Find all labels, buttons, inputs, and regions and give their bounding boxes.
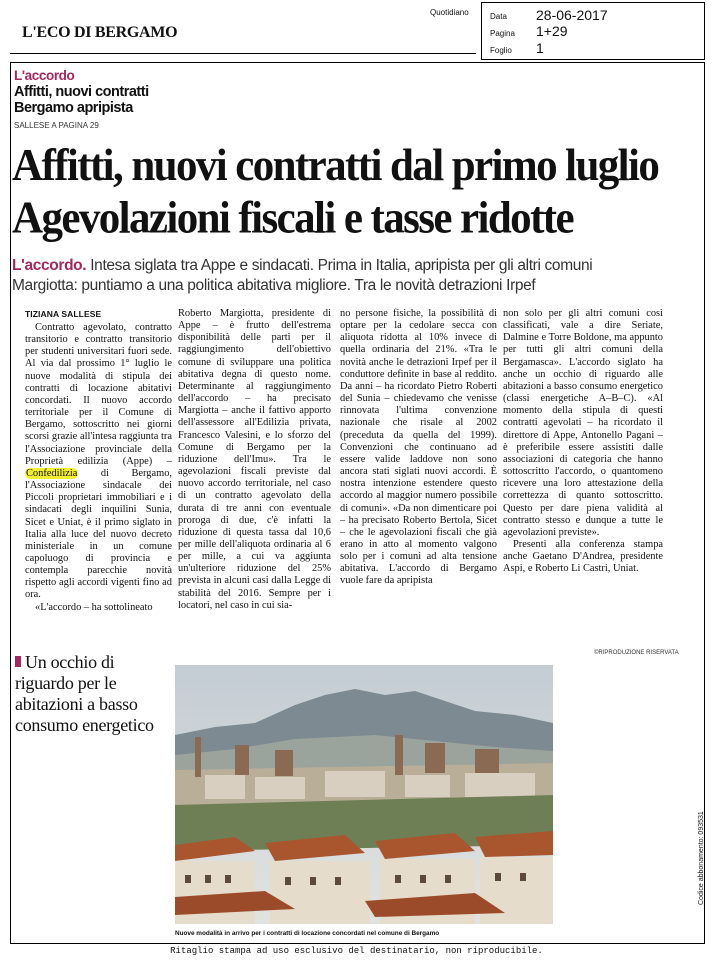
deck [12, 256, 702, 296]
sheet-label: Foglio [490, 46, 512, 55]
paragraph: Presenti alla conferenza stampa anche Gaetano D'Andrea, presidente Aspi, e Roberto Li Castri, Uniat. [503, 538, 663, 575]
page-label: Pagina [490, 29, 515, 38]
deck-kicker: L'accordo. [12, 257, 87, 274]
header-divider [10, 53, 476, 54]
headline-line-2: Agevolazioni fiscali e tasse ridotte [12, 193, 573, 243]
paragraph [25, 322, 172, 602]
teaser-line-2: Bergamo apripista [14, 100, 133, 116]
newspaper-logo: L'ECO DI BERGAMO [22, 24, 178, 41]
subscription-code: Codice abbonamento: 093531 [698, 811, 705, 905]
pullquote: Un occhio di riguardo per le abitazioni a basso consumo energetico [15, 652, 154, 735]
paragraph-text: Contratto agevolato, contratto transitorio e contratto transitorio per studenti universitari fuori sede. Al via dal prossimo 1° luglio le nuove modalità di stipula dei contratti di locazione abitativi concordati. Il nuovo accordo territoriale per il Comune di Bergamo, sottoscritto nei giorni scorsi grazie all'intesa raggiunta tra l'Associazione provinciale della Proprietà edilizia (Appe) – [25, 322, 172, 467]
page-value: 1+29 [536, 23, 568, 39]
paragraph: non solo per gli altri comuni così classificati, vale a dire Seriate, Dalmine e Torre Boldone, ma appunto per tutti gli altri comuni della Bergamasca». L'accordo siglato ha anche un occhio di riguardo alle abitazioni a basso consumo energetico (classi energetiche A–B–C). «Al momento della stipula di questi contratti agevolati – ha ricordato il direttore di Appe, Antonello Pagani – è preferibile essere assistiti dalle associazioni di categoria che hanno sottoscritto l'accordo, o quantomeno ricevere una loro attestazione della correttezza di quanto sottoscritto. Questo per dare piena validità al contratto stesso e dunque a tutte le agevolazioni previste». [503, 308, 663, 538]
copyright-notice: ©RIPRODUZIONE RISERVATA [594, 650, 679, 656]
article-column-4 [503, 308, 663, 575]
sheet-value: 1 [536, 40, 544, 56]
deck-line-2: Margiotta: puntiamo a una politica abitativa migliore. Tra le novità detrazioni Irpef [12, 277, 536, 294]
deck-line-1 [12, 256, 702, 276]
city-photo [175, 665, 553, 924]
paragraph: «L'accordo – ha sottolineato [35, 601, 153, 613]
article-column-3 [340, 308, 497, 588]
kicker: L'accordo [14, 68, 75, 83]
front-teaser [14, 84, 314, 116]
paragraph-text: di Bergamo, l'Associazione sindacale dei Piccoli proprietari immobiliari e i sindacati degli inquilini Sunia, Sicet e Uniat, è il primo siglato in Italia alla luce del nuovo decreto ministeriale in un comune capoluogo di provincia e contempla parecchie novità rispetto agli accordi vigenti fino ad ora. [25, 467, 172, 601]
headline [12, 140, 702, 245]
article-column-1 [25, 322, 172, 614]
footer-notice: Ritaglio stampa ad uso esclusivo del destinatario, non riproducibile. [170, 946, 543, 956]
publication-info-box [481, 2, 705, 60]
paragraph: no persone fisiche, la possibilità di optare per la cedolare secca con aliquota ridotta al 10% invece di quella ordinaria del 21%. «Tra le novità anche le detrazioni Irpef per il conduttore definite in base al reddito. Da anni – ha ricordato Pietro Roberti del Sunia – chiedevamo che venisse rinnovata l'ultima convenzione nazionale che risale al 2002 (preceduta da quella del 1999). Convenzioni che continuano ad essere valide laddove non sono ancora stati siglati nuovi accordi. È nostra intenzione estendere questo accordo al maggior numero possibile di comuni». «Da non dimenticare poi – ha precisato Roberto Bertola, Sicet – che le agevolazioni fiscali che già erano in atto al momento valgono solo per i comuni ad alta tensione abitativa. L'accordo di Bergamo vuole fare da apripista [340, 308, 497, 587]
highlighted-word: Confedilizia [26, 467, 78, 479]
bergamo-skyline-illustration [175, 665, 553, 924]
publication-frequency: Quotidiano [430, 8, 469, 17]
date-value: 28-06-2017 [536, 7, 608, 23]
page-reference: SALLESE A PAGINA 29 [14, 121, 99, 130]
paragraph: Roberto Margiotta, presidente di Appe – è frutto dell'estrema disponibilità delle parti per il raggiungimento dell'obiettivo comune di sviluppare una politica abitativa degna di questo nome. Determinante al raggiungimento dell'accordo – ha precisato Margiotta – anche il fattivo apporto dell'assessore all'Edilizia privata, Francesco Valesini, e lo sforzo del Comune di Bergamo per la riduzione dell'Imu». Tra le agevolazioni fiscali previste dal nuovo accordo territoriale, nel caso di un contratto agevolato della durata di tre anni con eventuale proroga di due, c'è infatti la riduzione di questa tassa dal 10,6 per mille dell'aliquota ordinaria al 6 per mille, a cui va aggiunta un'ulteriore riduzione del 25% prevista in alcuni casi dalla Legge di stabilità del 2016. Sempre per i locatori, nel caso in cui sia- [178, 308, 331, 611]
deck-text-1: Intesa siglata tra Appe e sindacati. Prima in Italia, apripista per gli altri comuni [86, 257, 593, 274]
article-column-2 [178, 308, 331, 612]
date-label: Data [490, 12, 507, 21]
byline: TIZIANA SALLESE [25, 309, 102, 319]
headline-line-1: Affitti, nuovi contratti dal primo luglio [12, 141, 659, 191]
photo-caption: Nuove modalità in arrivo per i contratti di locazione concordati nel comune di Bergamo [175, 930, 440, 937]
teaser-line-1: Affitti, nuovi contratti [14, 84, 149, 100]
